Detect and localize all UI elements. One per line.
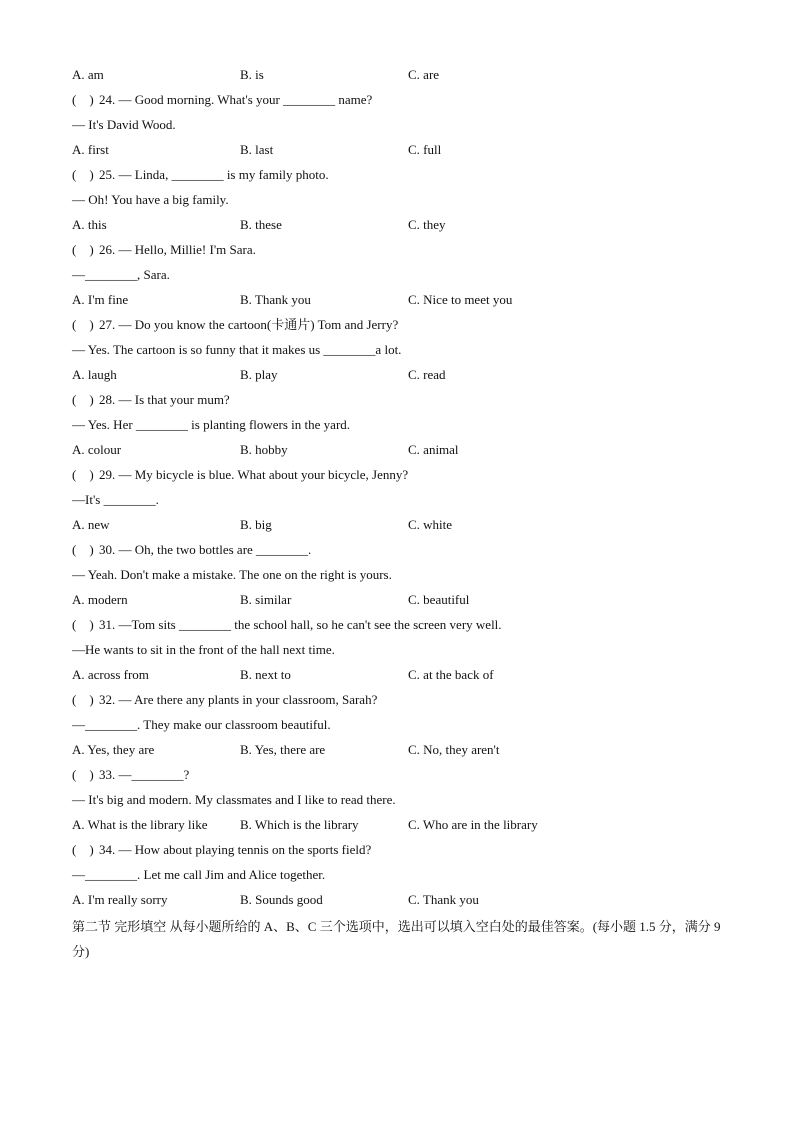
question-stem: ( ) 30. — Oh, the two bottles are ________. [72,539,732,564]
option-b: B. is [240,67,264,82]
option-b: B. Which is the library [240,817,359,832]
options-row [72,139,732,164]
option-c: C. full [408,142,442,157]
answer-blank: ( ) [72,392,94,407]
question-31 [72,614,732,689]
question-stem: ( ) 29. — My bicycle is blue. What about your bicycle, Jenny? [72,464,732,489]
question-text: — Hello, Millie! I'm Sara. [118,242,256,257]
dialogue-reply: —He wants to sit in the front of the hall next time. [72,642,335,657]
question-30 [72,539,732,614]
option-b: B. Yes, there are [240,742,326,757]
question-number: 34 [99,842,112,857]
question-25 [72,164,732,239]
question-text: —________? [118,767,190,782]
option-c: C. Thank you [408,892,479,907]
option-a: A. What is the library like [72,817,208,832]
option-b: B. next to [240,667,291,682]
dialogue-reply: —It's ________. [72,492,159,507]
question-stem: ( ) 34. — How about playing tennis on the sports field? [72,839,732,864]
dialogue-reply: —________, Sara. [72,267,170,282]
question-text: — My bicycle is blue. What about your bicycle, Jenny? [118,467,409,482]
option-a: A. am [72,67,104,82]
option-b: B. last [240,142,274,157]
option-a: A. new [72,517,110,532]
question-number: 33 [99,767,112,782]
option-b: B. hobby [240,442,288,457]
question-number: 24 [99,92,112,107]
answer-blank: ( ) [72,542,94,557]
option-c: C. Who are in the library [408,817,538,832]
options-row [72,214,732,239]
option-c: C. are [408,67,440,82]
option-a: A. across from [72,667,149,682]
option-c: C. white [408,517,453,532]
dialogue-reply: — Oh! You have a big family. [72,192,229,207]
option-a: A. modern [72,592,128,607]
question-32 [72,689,732,764]
option-b: B. Sounds good [240,892,323,907]
option-c: C. beautiful [408,592,470,607]
option-a: A. this [72,217,107,232]
question-33 [72,764,732,839]
question-number: 31 [99,617,112,632]
options-row-23 [72,64,732,89]
answer-blank: ( ) [72,467,94,482]
question-number: 25 [99,167,112,182]
question-number: 26 [99,242,112,257]
option-a: A. I'm really sorry [72,892,168,907]
question-text: — Do you know the cartoon(卡通片) Tom and Jerry? [118,317,399,332]
dialogue-reply: — It's big and modern. My classmates and I like to read there. [72,792,396,807]
question-text: —Tom sits ________ the school hall, so he can't see the screen very well. [118,617,502,632]
question-list [72,64,732,964]
question-34 [72,839,732,914]
question-stem: ( ) 28. — Is that your mum? [72,389,732,414]
option-c: C. animal [408,442,459,457]
question-stem: ( ) 33. —________? [72,764,732,789]
question-number: 30 [99,542,112,557]
option-a: A. colour [72,442,122,457]
question-29 [72,464,732,539]
option-a: A. Yes, they are [72,742,155,757]
answer-blank: ( ) [72,317,94,332]
dialogue-reply: —________. Let me call Jim and Alice together. [72,867,326,882]
question-stem: ( ) 25. — Linda, ________ is my family photo. [72,164,732,189]
answer-blank: ( ) [72,242,94,257]
option-c: C. read [408,367,446,382]
question-26 [72,239,732,314]
option-b: B. big [240,517,272,532]
dialogue-reply: — Yes. The cartoon is so funny that it makes us ________a lot. [72,342,402,357]
options-row [72,514,732,539]
question-text: — Are there any plants in your classroom, Sarah? [118,692,378,707]
dialogue-reply: — Yes. Her ________ is planting flowers in the yard. [72,417,351,432]
option-a: A. first [72,142,109,157]
question-stem: ( ) 24. — Good morning. What's your ________ name? [72,89,732,114]
question-text: — Good morning. What's your ________ name? [118,92,373,107]
dialogue-reply: — Yeah. Don't make a mistake. The one on the right is yours. [72,567,392,582]
options-row [72,439,732,464]
question-text: — Oh, the two bottles are ________. [118,542,312,557]
option-b: B. play [240,367,278,382]
options-row [72,739,732,764]
dialogue-reply: —________. They make our classroom beautiful. [72,717,331,732]
question-number: 28 [99,392,112,407]
option-c: C. No, they aren't [408,742,500,757]
question-number: 32 [99,692,112,707]
question-text: — Is that your mum? [118,392,230,407]
answer-blank: ( ) [72,92,94,107]
option-a: A. I'm fine [72,292,129,307]
options-row [72,364,732,389]
question-text: — Linda, ________ is my family photo. [118,167,329,182]
dialogue-reply: — It's David Wood. [72,117,176,132]
question-number: 27 [99,317,112,332]
option-b: B. Thank you [240,292,311,307]
option-c: C. Nice to meet you [408,292,513,307]
answer-blank: ( ) [72,842,94,857]
option-b: B. similar [240,592,292,607]
options-row [72,589,732,614]
question-stem: ( ) 32. — Are there any plants in your classroom, Sarah? [72,689,732,714]
answer-blank: ( ) [72,167,94,182]
question-27 [72,314,732,389]
question-28 [72,389,732,464]
question-24 [72,89,732,164]
answer-blank: ( ) [72,767,94,782]
option-a: A. laugh [72,367,117,382]
answer-blank: ( ) [72,692,94,707]
option-c: C. they [408,217,446,232]
question-stem: ( ) 26. — Hello, Millie! I'm Sara. [72,239,732,264]
options-row [72,889,732,914]
option-b: B. these [240,217,282,232]
option-c: C. at the back of [408,667,494,682]
question-stem: ( ) 31. —Tom sits ________ the school hall, so he can't see the screen very well. [72,614,732,639]
options-row [72,664,732,689]
question-stem: ( ) 27. — Do you know the cartoon(卡通片) Tom and Jerry? [72,314,732,339]
answer-blank: ( ) [72,617,94,632]
options-row [72,814,732,839]
question-text: — How about playing tennis on the sports field? [118,842,372,857]
section-heading: 第二节 完形填空 从每小题所给的 A、B、C 三个选项中，选出可以填入空白处的最佳答案。(每小题 1.5 分，满分 9 分) [72,919,721,959]
options-row [72,289,732,314]
question-number: 29 [99,467,112,482]
